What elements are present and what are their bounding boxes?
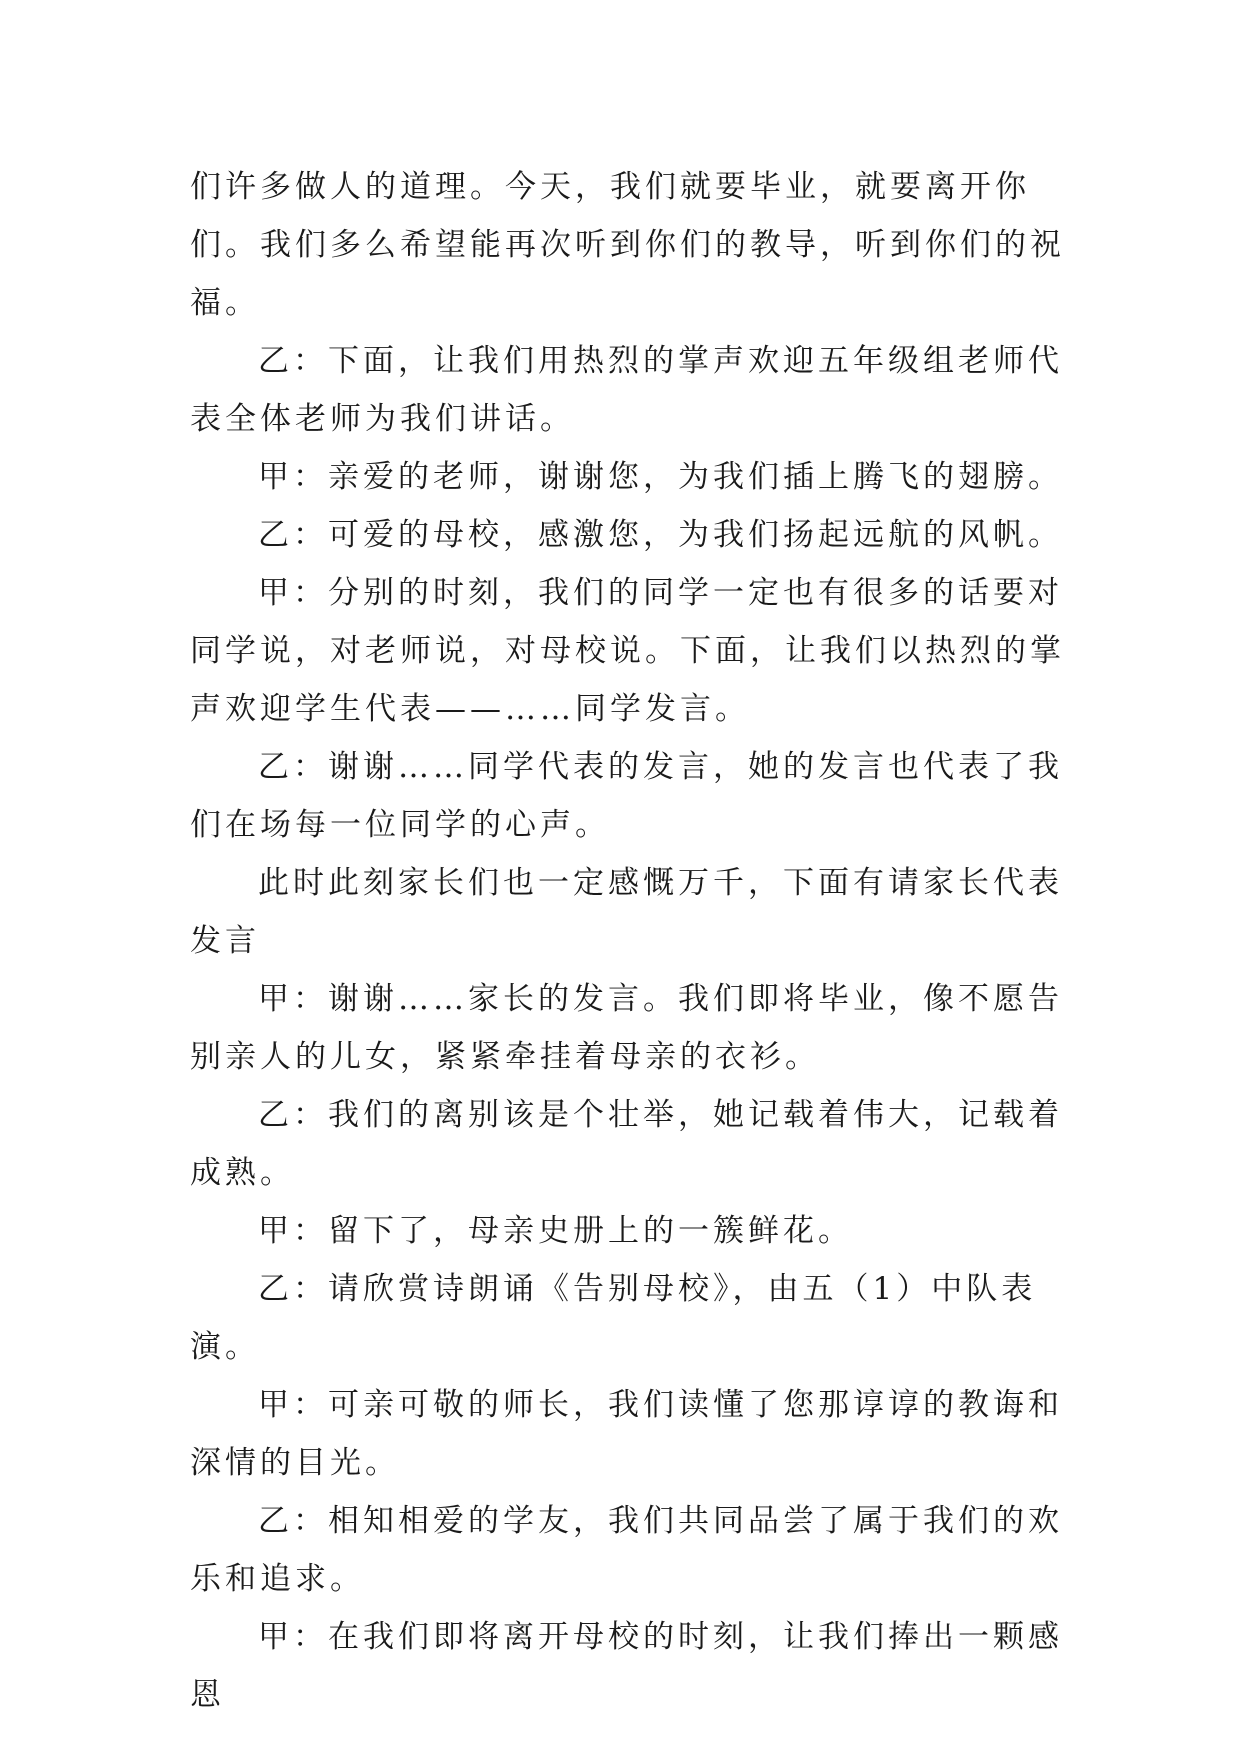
paragraph: 甲：亲爱的老师，谢谢您，为我们插上腾飞的翅膀。 bbox=[258, 459, 1063, 495]
paragraph: 甲：分别的时刻，我们的同学一定也有很多的话要对同学说，对老师说，对母校说。下面，让我们以热烈的掌声欢迎学生代表——……同学发言。 bbox=[190, 575, 1065, 727]
paragraph: 甲：谢谢……家长的发言。我们即将毕业，像不愿告别亲人的儿女，紧紧牵挂着母亲的衣衫。 bbox=[190, 981, 1063, 1075]
paragraph: 乙：谢谢……同学代表的发言，她的发言也代表了我们在场每一位同学的心声。 bbox=[190, 749, 1063, 843]
paragraph: 乙：我们的离别该是个壮举，她记载着伟大，记载着成熟。 bbox=[190, 1097, 1063, 1191]
paragraph: 甲：可亲可敬的师长，我们读懂了您那谆谆的教诲和深情的目光。 bbox=[190, 1387, 1063, 1481]
paragraph: 乙：请欣赏诗朗诵《告别母校》，由五（1）中队表演。 bbox=[190, 1271, 1037, 1365]
paragraph: 乙：可爱的母校，感激您，为我们扬起远航的风帆。 bbox=[258, 517, 1063, 553]
document-body bbox=[190, 158, 1070, 1724]
paragraph: 此时此刻家长们也一定感慨万千，下面有请家长代表发言 bbox=[190, 865, 1063, 959]
paragraph: 甲：在我们即将离开母校的时刻，让我们捧出一颗感恩 bbox=[190, 1619, 1063, 1713]
paragraph: 乙：下面，让我们用热烈的掌声欢迎五年级组老师代表全体老师为我们讲话。 bbox=[190, 343, 1063, 437]
paragraph: 们许多做人的道理。今天，我们就要毕业，就要离开你们。我们多么希望能再次听到你们的教导，听到你们的祝福。 bbox=[190, 169, 1065, 321]
paragraph: 乙：相知相爱的学友，我们共同品尝了属于我们的欢乐和追求。 bbox=[190, 1503, 1063, 1597]
paragraph: 甲：留下了，母亲史册上的一簇鲜花。 bbox=[258, 1213, 853, 1249]
